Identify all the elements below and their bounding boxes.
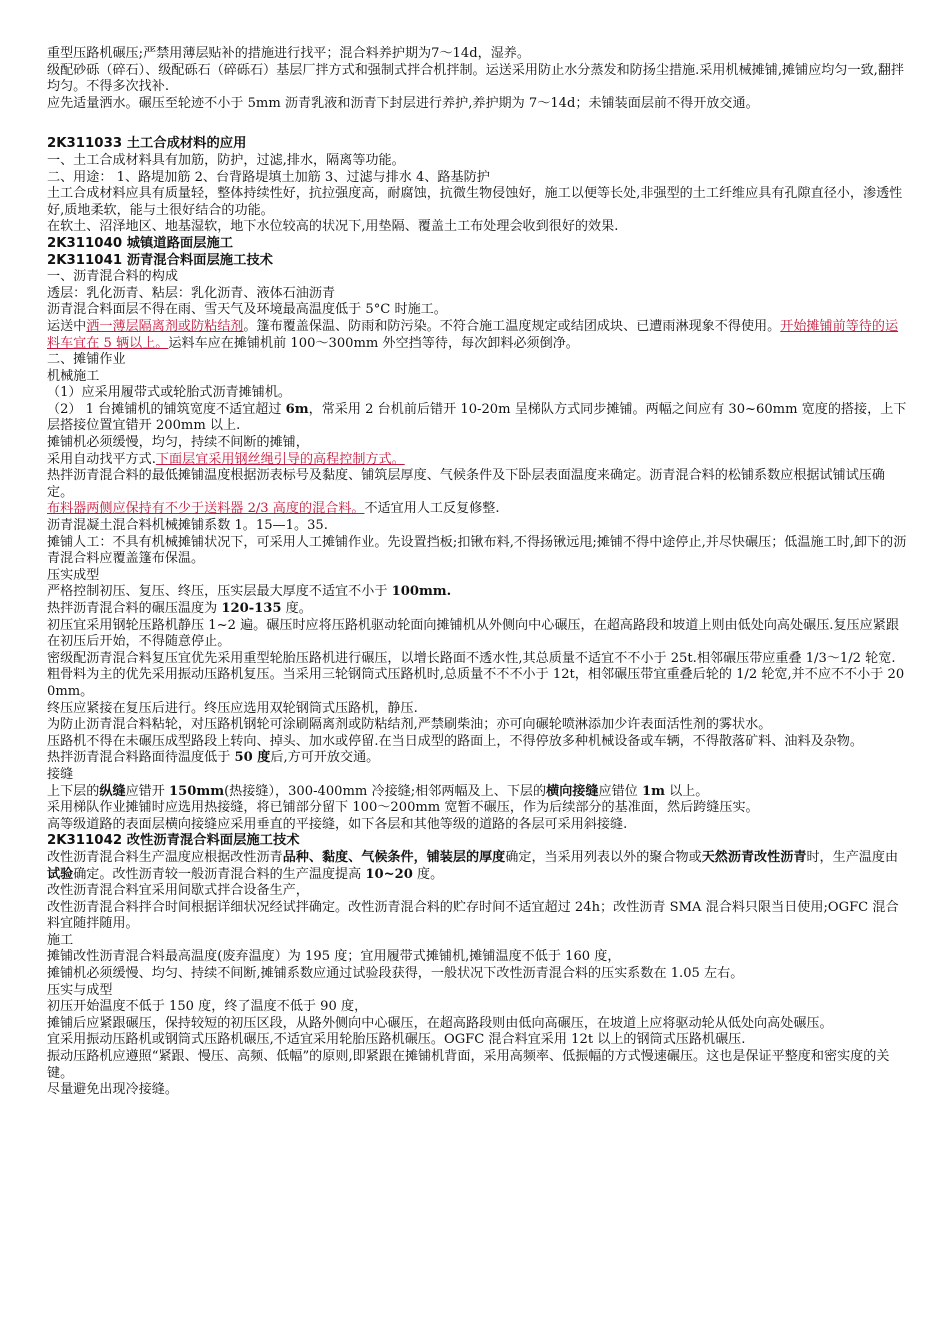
bold-text: 120-135 [221,601,282,616]
paragraph: 应先适量洒水。碾压至轮迹不小于 5mm 沥青乳液和沥青下封层进行养护,养护期为 7～14d；未铺装面层前不得开放交通。 [47,95,759,111]
text-run: 。篷布覆盖保温、防雨和防污染。不符合施工温度规定或结团成块、已遭雨淋现象不得使用。 [243,318,781,334]
text-run: 严格控制初压、复压、终压，压实层最大厚度不适宜不小于 [47,584,392,600]
text-run: 采用自动找平方式. [47,451,156,467]
paragraph [47,452,907,469]
paragraph: 一、沥青混合料的构成 [47,269,178,285]
paragraph: （1）应采用履带式或轮胎式沥青摊铺机。 [47,385,292,401]
bold-text: 试验 [47,866,74,882]
text-run: 时，生产温度由 [806,849,899,865]
paragraph: 宜采用振动压路机或钢筒式压路机碾压,不适宜采用轮胎压路机碾压。OGFC 混合料宜采用 12t 以上的钢筒式压路机碾压. [47,1032,746,1048]
paragraph: 接缝 [47,766,74,782]
paragraph: 初压开始温度不低于 150 度，终了温度不低于 90 度， [47,999,368,1015]
text-run: 热拌沥青混合料路面待温度低于 [47,750,235,766]
paragraph [47,584,907,601]
text-run: 应错位 [598,783,642,799]
paragraph: 热拌沥青混合料的最低摊铺温度根据沥表标号及黏度、铺筑层厚度、气候条件及下卧层表面温度来确定。沥青混合料的松铺系数应根据试铺试压确定。 [47,468,885,500]
text-run: 度。 [412,866,444,882]
text-run: 不适宜用人工反复修整. [364,501,500,517]
section-heading: 2K311040 城镇道路面层施工 [47,235,234,251]
paragraph [47,501,907,518]
paragraph: 重型压路机碾压;严禁用薄层贴补的措施进行找平；混合料养护期为7～14d，湿养。 [47,46,530,61]
paragraph [47,784,907,801]
text-run: 运料车应在摊铺机前 100～300mm 外空挡等待，每次卸料必须倒净。 [168,335,579,351]
paragraph: 摊铺改性沥青混合料最高温度(废弃温度）为 195 度；宜用履带式摊铺机,摊铺温度不低于 160 度， [47,949,621,965]
bold-text: 6m [285,401,309,417]
paragraph: 压实与成型 [47,982,113,998]
text-run: 改性沥青混合料生产温度应根据改性沥青 [47,849,283,865]
bold-text: 10~20 [365,866,413,882]
paragraph: 透层：乳化沥青、粘层：乳化沥青、液体石油沥青 [47,285,336,301]
document-page [47,46,907,1099]
bold-text: 品种、黏度、气候条件，铺装层的厚度 [282,849,506,865]
bold-text: 纵缝 [99,783,126,799]
bold-text: 150mm [169,783,225,799]
text-run: 以上。 [664,783,709,799]
paragraph: 改性沥青混合料拌合时间根据详细状况经试拌确定。改性沥青混合料的贮存时间不适宜超过 24h；改性沥青 SMA 混合料只限当日使用;OGFC 混合料宜随拌随用。 [47,899,899,932]
highlight-text: 开始摊铺前等待的运料车宜在 5 辆以上。 [47,318,899,351]
section-heading: 2K311033 土工合成材料的应用 [47,136,247,152]
text-run: （2） 1 台摊铺机的铺筑宽度不适宜超过 [47,401,286,417]
bold-text: 1m [641,783,665,799]
text-run: 应错开 [125,783,170,799]
highlight-text: 洒一薄层隔离剂或防粘结剂 [86,318,244,334]
paragraph: 二、用途： 1、路堤加筋 2、台背路堤填土加筋 3、过滤与排水 4、路基防护 [47,169,490,185]
section-heading: 2K311041 沥青混合料面层施工技术 [47,252,273,268]
text-run: 确定，当采用列表以外的聚合物或 [505,849,702,865]
paragraph: 振动压路机应遵照“紧跟、慢压、高频、低幅”的原则,即紧跟在摊铺机背面，采用高频率、低振幅的方式慢速碾压。这也是保证平整度和密实度的关键。 [47,1049,890,1081]
paragraph: 尽量避免出现冷接缝。 [47,1082,178,1098]
text-run: 热拌沥青混合料的碾压温度为 [47,601,222,616]
text-run: 度。 [281,601,312,616]
text-run: (热接缝），300-400mm 冷接缝;相邻两幅及上、下层的 [224,783,547,799]
paragraph [47,601,907,618]
paragraph: 沥青混合料面层不得在雨、雪天气及环境最高温度低于 5°C 时施工。 [47,302,447,318]
paragraph: 在软土、沼泽地区、地基湿软，地下水位较高的状况下,用垫隔、覆盖土工布处理会收到很好的效果. [47,219,619,235]
section-heading: 2K311042 改性沥青混合料面层施工技术 [47,833,300,849]
paragraph: 施工 [47,932,74,948]
paragraph [47,402,907,435]
paragraph: 压路机不得在未碾压成型路段上转向、掉头、加水或停留.在当日成型的路面上，不得停放多种机械设备或车辆，不得散落矿料、油料及杂物。 [47,733,863,749]
text-run: 确定。改性沥青较一般沥青混合料的生产温度提高 [73,866,366,882]
bold-text: 天然沥青改性沥青 [701,849,807,865]
text-run: ，常采用 2 台机前后错开 10-20m 呈梯队方式同步摊铺。两幅之间应有 30~60mm 宽度的搭接，上下层搭接位置宜错开 200mm 以上. [47,401,907,434]
paragraph [47,319,907,352]
paragraph [47,850,907,883]
paragraph: 改性沥青混合料宜采用间歇式拌合设备生产， [47,883,309,899]
highlight-text: 下面层宜采用钢丝绳引导的高程控制方式。 [155,451,405,467]
paragraph: 机械施工 [47,368,100,384]
paragraph: 二、摊铺作业 [47,352,126,368]
spacer [47,112,907,136]
paragraph: 摊铺后应紧跟碾压，保持较短的初压区段，从路外侧向中心碾压，在超高路段则由低向高碾压，在坡道上应将驱动轮从低处向高处碾压。 [47,1015,833,1031]
paragraph: 为防止沥青混合料粘轮，对压路机钢轮可涂刷隔离剂或防粘结剂,严禁刷柴油；亦可向碾轮喷淋添加少许表面活性剂的雾状水。 [47,717,772,733]
bold-text: 50 度 [234,750,271,766]
highlight-text: 布料器两侧应保持有不少于送料器 2/3 高度的混合料。 [47,501,365,517]
text-run: 运送中 [47,318,87,334]
paragraph: 高等级道路的表面层横向接缝应采用垂直的平接缝，如下各层和其他等级的道路的各层可采用斜接缝. [47,816,628,832]
paragraph: 密级配沥青混合料复压宜优先采用重型轮胎压路机进行碾压，以增长路面不透水性,其总质量不适宜不不小于 25t.相邻碾压带应重叠 1/3～1/2 轮宽.粗骨料为主的优先采用振动压路机复压。当采用三轮钢筒式压路机时,总质量不不不小于 12t，相邻碾压带宜重叠后轮的 1/2 轮宽,并不应不不小于 200mm。 [47,650,905,699]
paragraph: 沥青混凝土混合料机械摊铺系数 1。15—1。35. [47,518,328,534]
paragraph: 一、土工合成材料具有加筋，防护，过滤,排水，隔离等功能。 [47,152,405,168]
paragraph: 级配砂砾（碎石）、级配砾石（碎砾石）基层厂拌方式和强制式拌合机拌制。运送采用防止水分蒸发和防扬尘措施.采用机械摊铺,摊铺应均匀一致,翻拌均匀。不得多次找补. [47,62,905,95]
paragraph: 摊铺机必须缓慢、均匀、持续不间断,摊铺系数应通过试验段获得，一般状况下改性沥青混合料的压实系数在 1.05 左右。 [47,966,744,982]
paragraph: 摊铺机必须缓慢，均匀，持续不间断的摊铺， [47,435,309,451]
text-run: 上下层的 [47,783,100,799]
bold-text: 100mm. [391,584,452,600]
paragraph: 土工合成材料应具有质量轻，整体持续性好，抗拉强度高，耐腐蚀，抗微生物侵蚀好，施工以便等长处,非强型的土工纤维应具有孔隙直径小，渗透性好,质地柔软，能与土很好结合的功能。 [47,186,903,218]
paragraph: 初压宜采用钢轮压路机静压 1~2 遍。碾压时应将压路机驱动轮面向摊铺机从外侧向中心碾压，在超高路段和坡道上则由低处向高处碾压.复压应紧跟在初压后开始，不得随意停止。 [47,617,899,650]
paragraph: 终压应紧接在复压后进行。终压应选用双轮钢筒式压路机，静压. [47,700,418,716]
paragraph [47,750,907,767]
paragraph: 压实成型 [47,567,100,583]
text-run: 后,方可开放交通。 [270,750,380,766]
bold-text: 横向接缝 [546,783,599,799]
paragraph: 采用梯队作业摊铺时应选用热接缝，将已铺部分留下 100～200mm 宽暂不碾压，作为后续部分的基准面，然后跨缝压实。 [47,800,759,816]
paragraph: 摊铺人工：不具有机械摊铺状况下，可采用人工摊铺作业。先设置挡板;扣锹布料,不得扬锹远甩;摊铺不得中途停止,并尽快碾压；低温施工时,卸下的沥青混合料应覆盖篷布保温。 [47,534,907,567]
